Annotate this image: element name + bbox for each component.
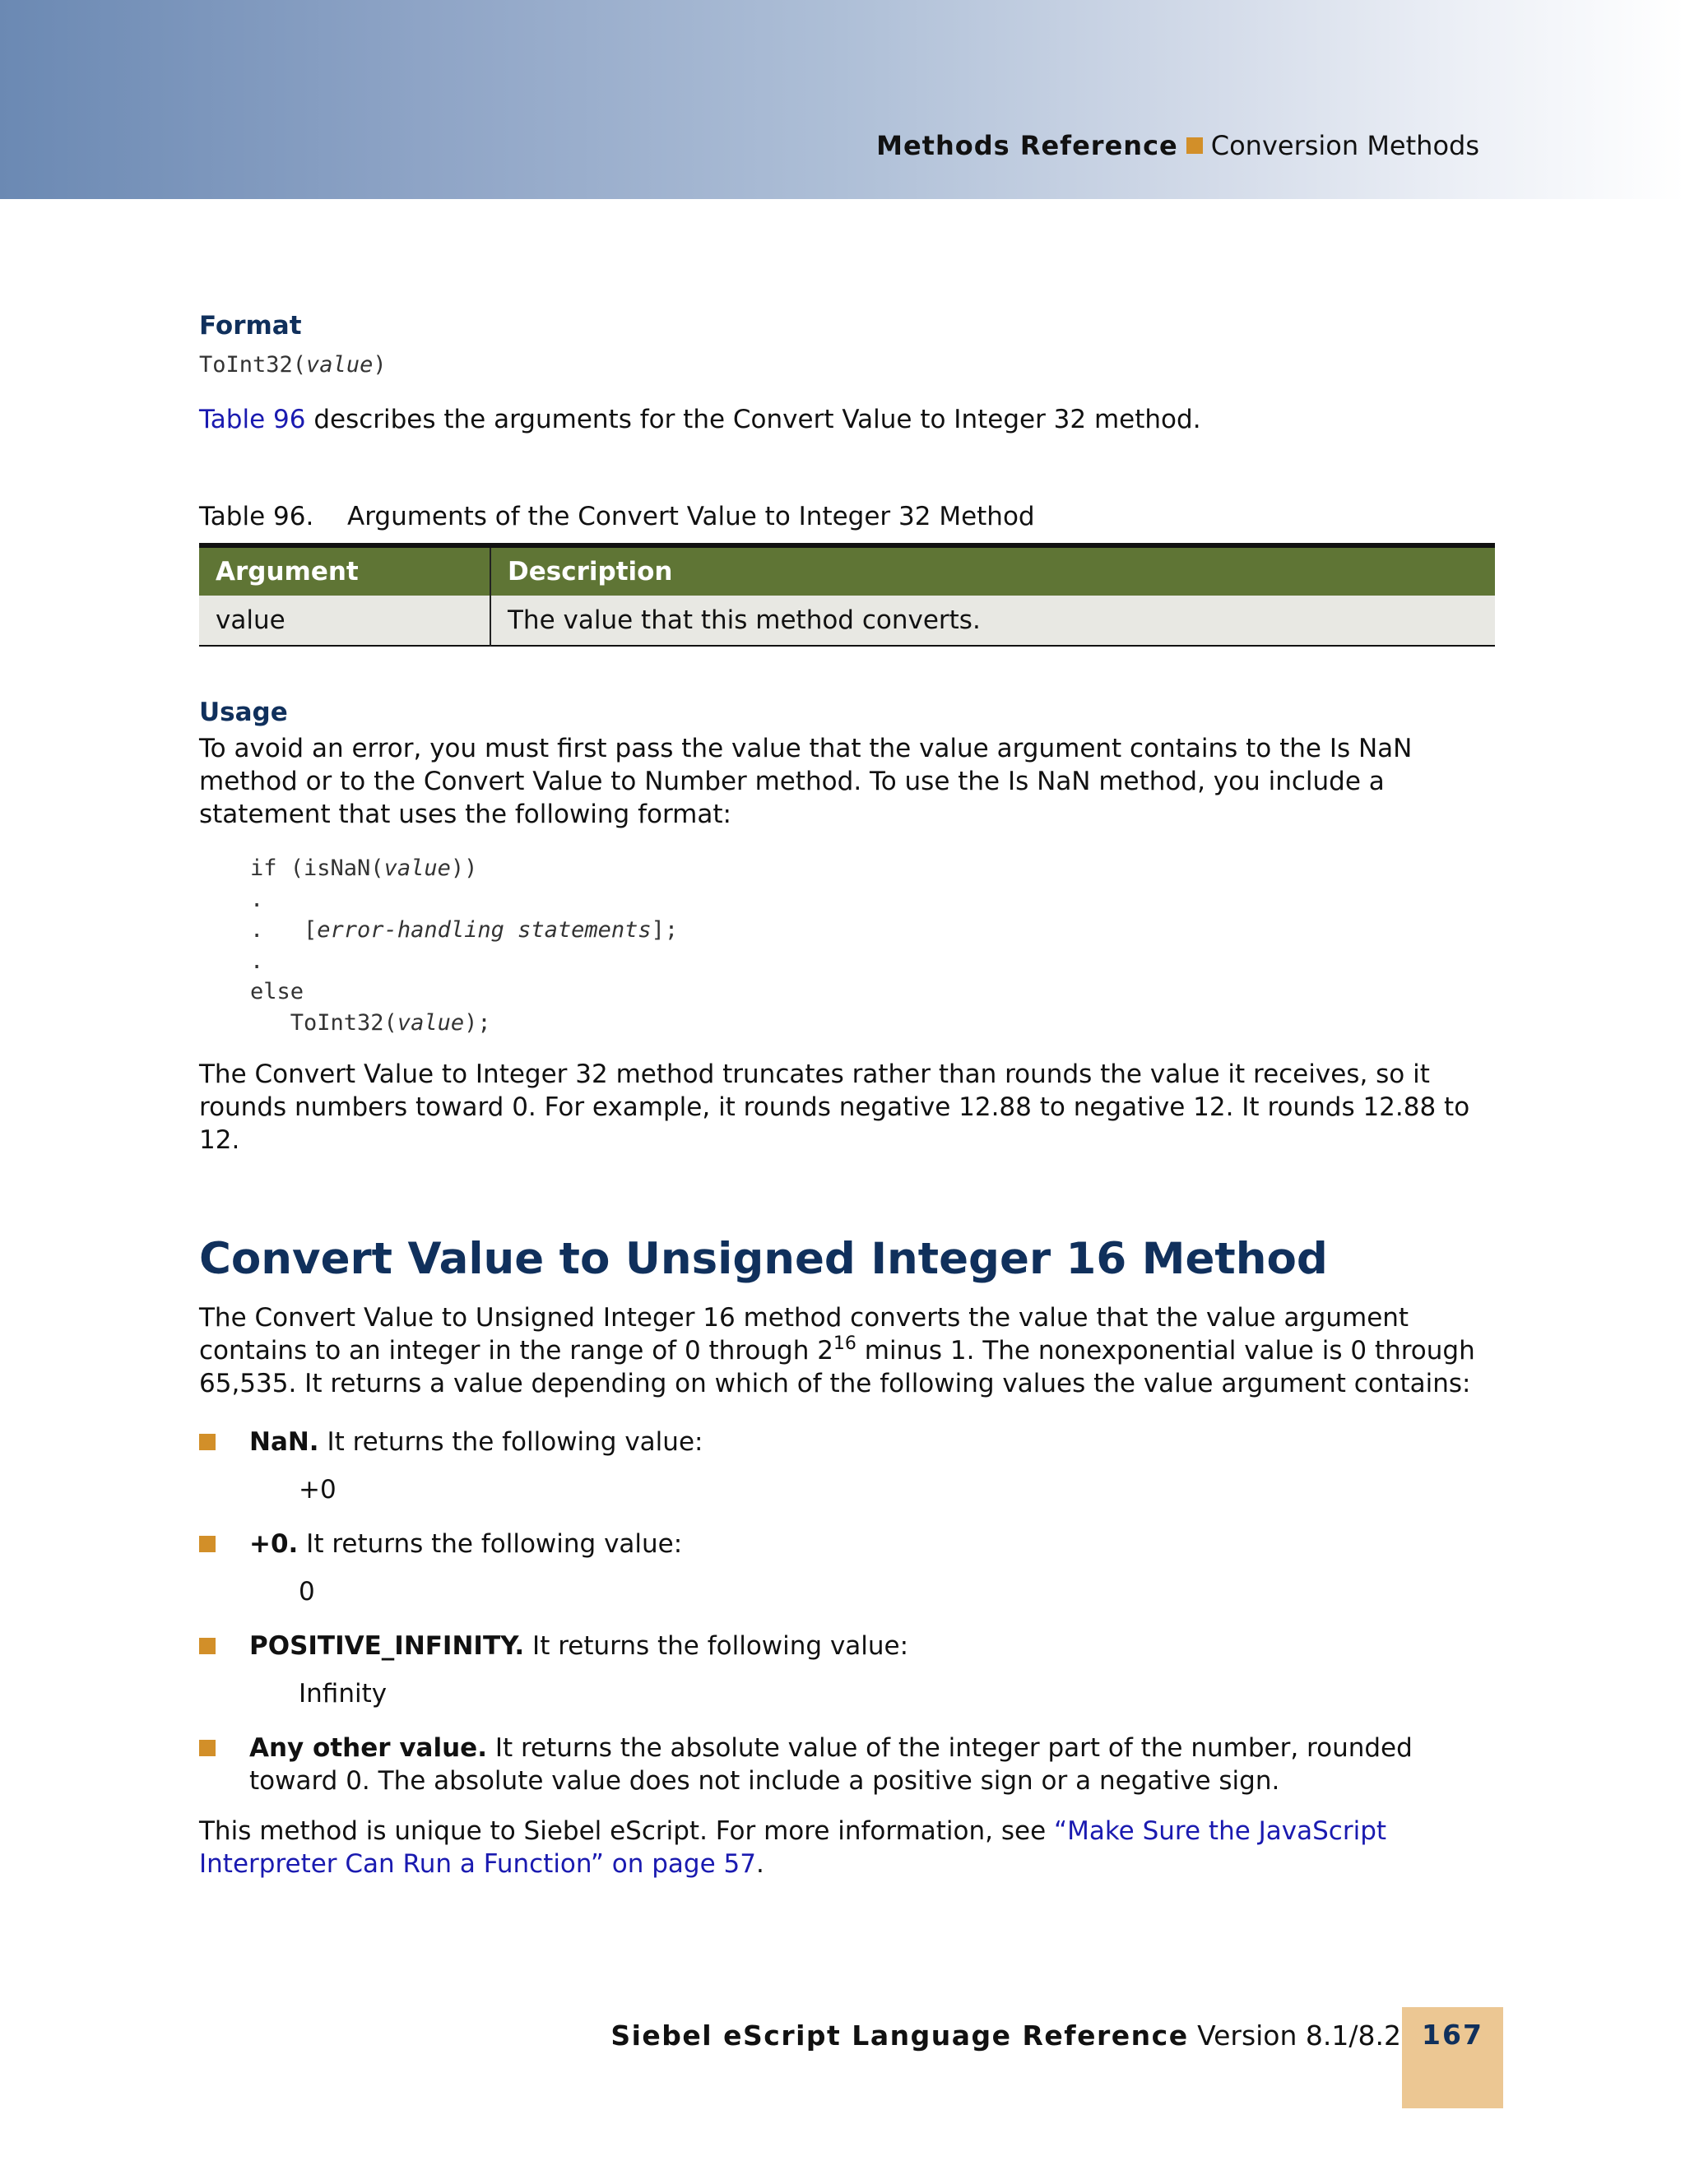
table-caption-title: Arguments of the Convert Value to Integer 32 Method: [347, 502, 1035, 531]
header-subsection: Conversion Methods: [1210, 130, 1479, 161]
format-close: ): [373, 352, 387, 378]
section-intro-text: The Convert Value to Unsigned Integer 16 method converts the value that the value argument contains to an integer in the range of 0 through 2: [199, 1303, 1409, 1366]
final-text: This method is unique to Siebel eScript. For more information, see: [199, 1816, 1055, 1846]
header-band: [0, 0, 1685, 199]
table-caption-number: Table 96.: [199, 502, 314, 531]
format-heading: Format: [199, 311, 302, 341]
page-number: 167: [1422, 2019, 1483, 2051]
code-arg: error-handling statements: [317, 917, 652, 943]
column-header-description: Description: [490, 545, 1495, 596]
code-line: ToInt32(: [250, 1009, 397, 1036]
return-value: Infinity: [299, 1679, 388, 1709]
code-arg: value: [383, 856, 451, 881]
code-line: ];: [651, 917, 679, 943]
bullet-label: Any other value.: [249, 1733, 487, 1763]
code-line: . [: [250, 917, 318, 943]
bullet-label: NaN.: [249, 1427, 319, 1457]
code-line: )): [450, 856, 478, 881]
cell-argument: value: [199, 596, 490, 646]
arguments-table: [199, 543, 1495, 647]
list-item: [199, 1732, 1495, 1797]
bullet-label: +0.: [249, 1529, 299, 1559]
square-bullet-icon: [1186, 137, 1203, 154]
page-number-box: [1402, 2007, 1503, 2108]
footer-version: Version 8.1/8.2: [1188, 2019, 1401, 2052]
list-item: [199, 1630, 1495, 1662]
square-bullet-icon: [199, 1434, 216, 1450]
table-96-link[interactable]: Table 96: [199, 405, 306, 434]
return-value: 0: [299, 1577, 315, 1607]
cross-reference-link[interactable]: “Make Sure the JavaScript Interpreter Can Run a Function” on page 57: [199, 1816, 1387, 1879]
column-header-argument: Argument: [199, 545, 490, 596]
bullet-label: POSITIVE_INFINITY.: [249, 1631, 525, 1661]
code-line: if (isNaN(: [250, 856, 384, 881]
format-arg: value: [306, 352, 374, 378]
section-title: Convert Value to Unsigned Integer 16 Method: [199, 1234, 1328, 1284]
bullet-text: It returns the absolute value of the integer part of the number, rounded toward 0. The absolute value does not include a positive sign or a negative sign.: [249, 1733, 1413, 1796]
header-section: Methods Reference: [876, 130, 1178, 161]
return-value: +0: [299, 1475, 337, 1505]
footer-title: Siebel eScript Language Reference: [610, 2019, 1189, 2052]
list-item: [199, 1426, 1495, 1458]
code-line: .: [250, 948, 264, 974]
table-header-row: [199, 545, 1495, 596]
exponent: 16: [833, 1333, 856, 1354]
bullet-text: It returns the following value:: [524, 1631, 909, 1661]
bullet-text: It returns the following value:: [318, 1427, 703, 1457]
bullet-text: It returns the following value:: [298, 1529, 683, 1559]
cell-description: The value that this method converts.: [490, 596, 1495, 646]
square-bullet-icon: [199, 1536, 216, 1552]
table-row: [199, 596, 1495, 646]
square-bullet-icon: [199, 1740, 216, 1756]
code-line: .: [250, 886, 264, 912]
format-fn: ToInt32(: [199, 352, 307, 378]
code-block: [250, 853, 678, 1038]
format-syntax: [199, 352, 387, 378]
list-item: [199, 1528, 1495, 1560]
table-intro: [199, 403, 1495, 436]
final-period: .: [755, 1849, 764, 1879]
code-line: );: [464, 1009, 491, 1036]
section-intro: [199, 1301, 1495, 1400]
running-header: [876, 130, 1479, 161]
code-line: else: [250, 979, 304, 1004]
section-intro-text: minus 1. The nonexponential value is 0 through 65,535. It returns a value depending on which of the following values the value argument contains:: [199, 1336, 1475, 1398]
table-intro-text: describes the arguments for the Convert Value to Integer 32 method.: [305, 405, 1201, 434]
running-footer: [610, 2019, 1401, 2052]
truncate-paragraph: The Convert Value to Integer 32 method truncates rather than rounds the value it receives, so it rounds numbers toward 0. For example, it rounds negative 12.88 to negative 12. It rounds 12.88 to 12.: [199, 1060, 1470, 1155]
table-caption: [199, 502, 1035, 531]
usage-text: To avoid an error, you must first pass the value that the value argument contains to the Is NaN method or to the Convert Value to Number method. To use the Is NaN method, you include a statement that uses the following format:: [199, 734, 1413, 829]
code-arg: value: [397, 1009, 465, 1036]
usage-heading: Usage: [199, 698, 288, 727]
final-paragraph: [199, 1815, 1495, 1880]
square-bullet-icon: [199, 1638, 216, 1654]
